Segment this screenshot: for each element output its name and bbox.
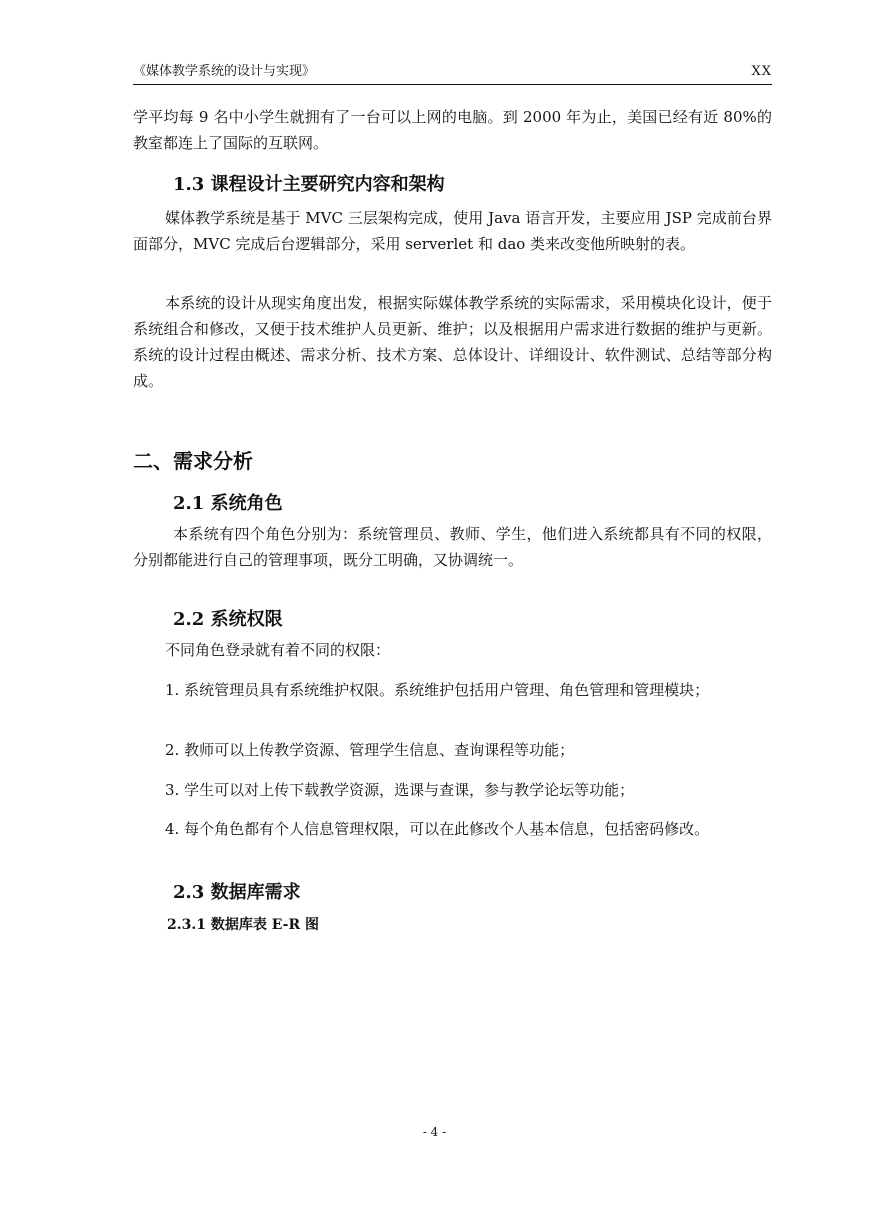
permission-item-1: 1. 系统管理员具有系统维护权限。系统维护包括用户管理、角色管理和管理模块； bbox=[165, 681, 710, 699]
permission-item-3: 3. 学生可以对上传下载教学资源，选课与查课，参与教学论坛等功能； bbox=[165, 781, 635, 799]
permission-item-2: 2. 教师可以上传教学资源、管理学生信息、查询课程等功能； bbox=[165, 741, 575, 759]
section-2-2-intro: 不同角色登录就有着不同的权限： bbox=[165, 641, 391, 659]
page-number: - 4 - bbox=[422, 1125, 447, 1139]
page-header bbox=[133, 62, 772, 82]
chapter-2-heading: 二、需求分析 bbox=[133, 449, 253, 473]
section-2-3-heading: 2.3 数据库需求 bbox=[173, 882, 301, 903]
section-2-1-paragraph: 本系统有四个角色分别为：系统管理员、教师、学生，他们进入系统都具有不同的权限，分别都能进行自己的管理事项，既分工明确，又协调统一。 bbox=[133, 525, 772, 569]
section-2-2-heading: 2.2 系统权限 bbox=[173, 609, 283, 630]
section-2-3-1-heading: 2.3.1 数据库表 E-R 图 bbox=[167, 917, 319, 933]
section-1-3-paragraph-1: 媒体教学系统是基于 MVC 三层架构完成，使用 Java 语言开发，主要应用 JSP 完成前台界面部分，MVC 完成后台逻辑部分，采用 serverlet 和 dao 类来改变他所映射的表。 bbox=[133, 209, 772, 253]
header-divider bbox=[133, 84, 772, 85]
header-right-text: XX bbox=[751, 64, 772, 79]
section-2-1-heading: 2.1 系统角色 bbox=[173, 493, 283, 514]
permission-item-4: 4. 每个角色都有个人信息管理权限，可以在此修改个人基本信息，包括密码修改。 bbox=[165, 820, 710, 838]
intro-paragraph: 学平均每 9 名中小学生就拥有了一台可以上网的电脑。到 2000 年为止，美国已经有近 80%的教室都连上了国际的互联网。 bbox=[133, 108, 772, 152]
section-1-3-paragraph-2: 本系统的设计从现实角度出发，根据实际媒体教学系统的实际需求，采用模块化设计，便于系统组合和修改，又便于技术维护人员更新、维护；以及根据用户需求进行数据的维护与更新。系统的设计过程由概述、需求分析、技术方案、总体设计、详细设计、软件测试、总结等部分构成。 bbox=[133, 294, 772, 390]
header-title: 《媒体教学系统的设计与实现》 bbox=[133, 64, 316, 79]
section-1-3-heading: 1.3 课程设计主要研究内容和架构 bbox=[173, 174, 445, 195]
